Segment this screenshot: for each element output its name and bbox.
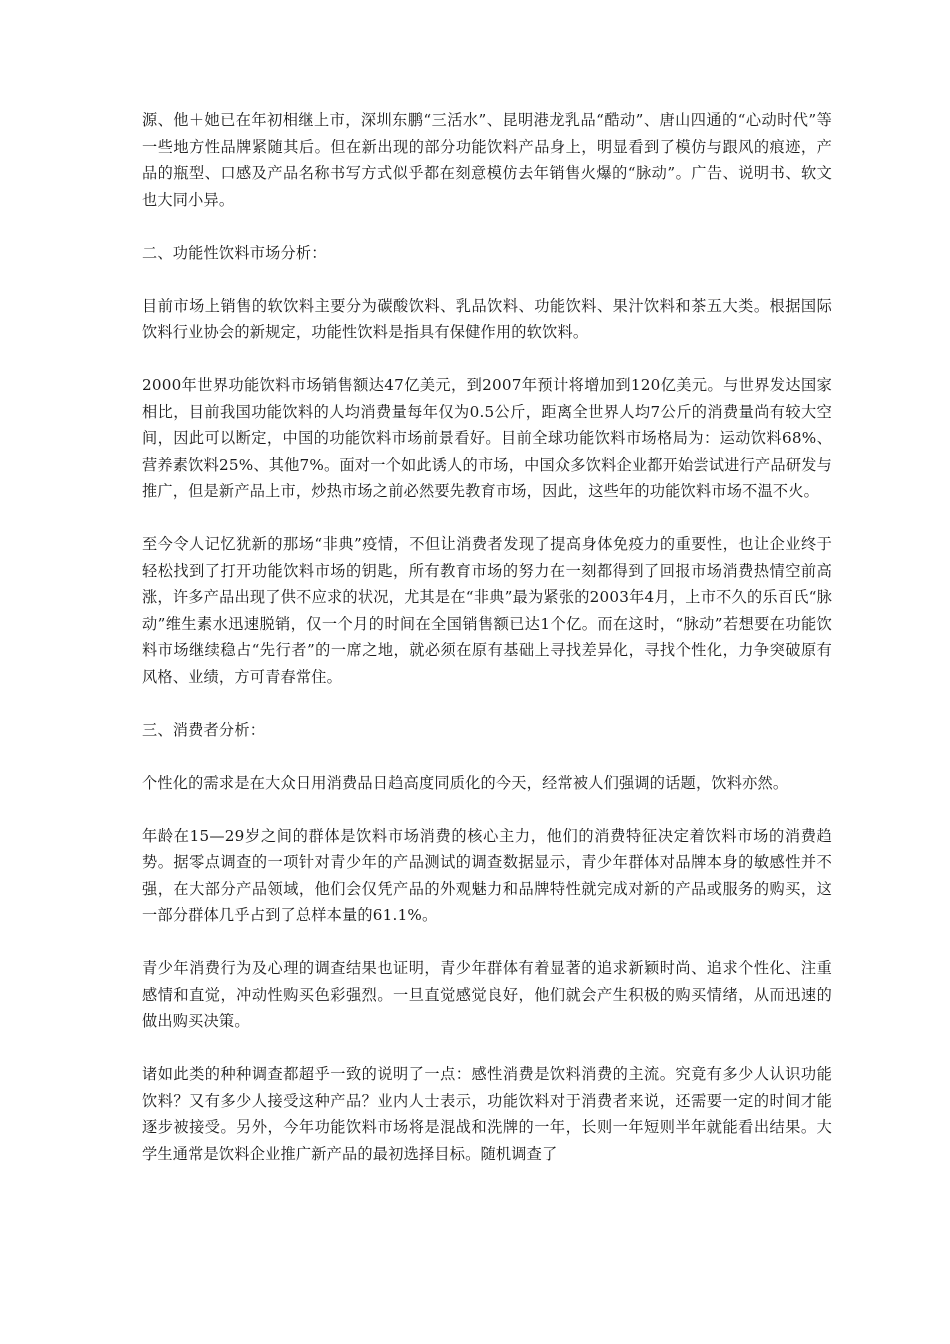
paragraph-soft-drink-categories: 目前市场上销售的软饮料主要分为碳酸饮料、乳品饮料、功能饮料、果汁饮料和茶五大类。根据国际饮料行业协会的新规定，功能性饮料是指具有保健作用的软饮料。: [142, 296, 832, 341]
paragraph-emotional-consumption: 诸如此类的种种调查都超乎一致的说明了一点：感性消费是饮料消费的主流。究竟有多少人认识功能饮料？又有多少人接受这种产品？业内人士表示，功能饮料对于消费者来说，还需要一定的时间才能逐步被接受。另外，今年功能饮料市场将是混战和洗牌的一年，长则一年短则半年就能看出结果。大学生通常是饮料企业推广新产品的最初选择目标。随机调查了: [142, 1065, 832, 1163]
document-body: [142, 107, 832, 1194]
section-heading-consumer-analysis: 三、消费者分析：: [142, 720, 266, 739]
paragraph-brand-imitation: 源、他＋她已在年初相继上市，深圳东鹏“三活水”、昆明港龙乳品“酷动”、唐山四通的“心动时代”等一些地方性品牌紧随其后。但在新出现的部分功能饮料产品身上，明显看到了模仿与跟风的痕迹，产品的瓶型、口感及产品名称书写方式似乎都在刻意模仿去年销售火爆的“脉动”。广告、说明书、软文也大同小异。: [142, 111, 832, 209]
paragraph-youth-behavior: 青少年消费行为及心理的调查结果也证明，青少年群体有着显著的追求新颖时尚、追求个性化、注重感情和直觉，冲动性购买色彩强烈。一旦直觉感觉良好，他们就会产生积极的购买情绪，从而迅速的做出购买决策。: [142, 959, 832, 1030]
paragraph-personalization: 个性化的需求是在大众日用消费品日趋高度同质化的今天，经常被人们强调的话题，饮料亦然。: [142, 773, 789, 792]
paragraph-sars-opportunity: 至今令人记忆犹新的那场“非典”疫情，不但让消费者发现了提高身体免疫力的重要性，也让企业终于轻松找到了打开功能饮料市场的钥匙，所有教育市场的努力在一刻都得到了回报市场消费热情空前高涨，许多产品出现了供不应求的状况，尤其是在“非典”最为紧张的2003年4月，上市不久的乐百氏“脉动”维生素水迅速脱销，仅一个月的时间在全国销售额已达1个亿。而在这时，“脉动”若想要在功能饮料市场继续稳占“先行者”的一席之地，就必须在原有基础上寻找差异化，寻找个性化，力争突破原有风格、业绩，方可青春常住。: [142, 535, 832, 686]
section-heading-market-analysis: 二、功能性饮料市场分析：: [142, 243, 327, 262]
paragraph-youth-segment: 年龄在15—29岁之间的群体是饮料市场消费的核心主力，他们的消费特征决定着饮料市场的消费趋势。据零点调查的一项针对青少年的产品测试的调查数据显示，青少年群体对品牌本身的敏感性并不强，在大部分产品领域，他们会仅凭产品的外观魅力和品牌特性就完成对新的产品或服务的购买，这一部分群体几乎占到了总样本量的61.1%。: [142, 826, 832, 924]
paragraph-market-size: 2000年世界功能饮料市场销售额达47亿美元，到2007年预计将增加到120亿美元。与世界发达国家相比，目前我国功能饮料的人均消费量每年仅为0.5公斤，距离全世界人均7公斤的消费量尚有较大空间，因此可以断定，中国的功能饮料市场前景看好。目前全球功能饮料市场格局为：运动饮料68%、营养素饮料25%、其他7%。面对一个如此诱人的市场，中国众多饮料企业都开始尝试进行产品研发与推广，但是新产品上市，炒热市场之前必然要先教育市场，因此，这些年的功能饮料市场不温不火。: [142, 376, 832, 500]
